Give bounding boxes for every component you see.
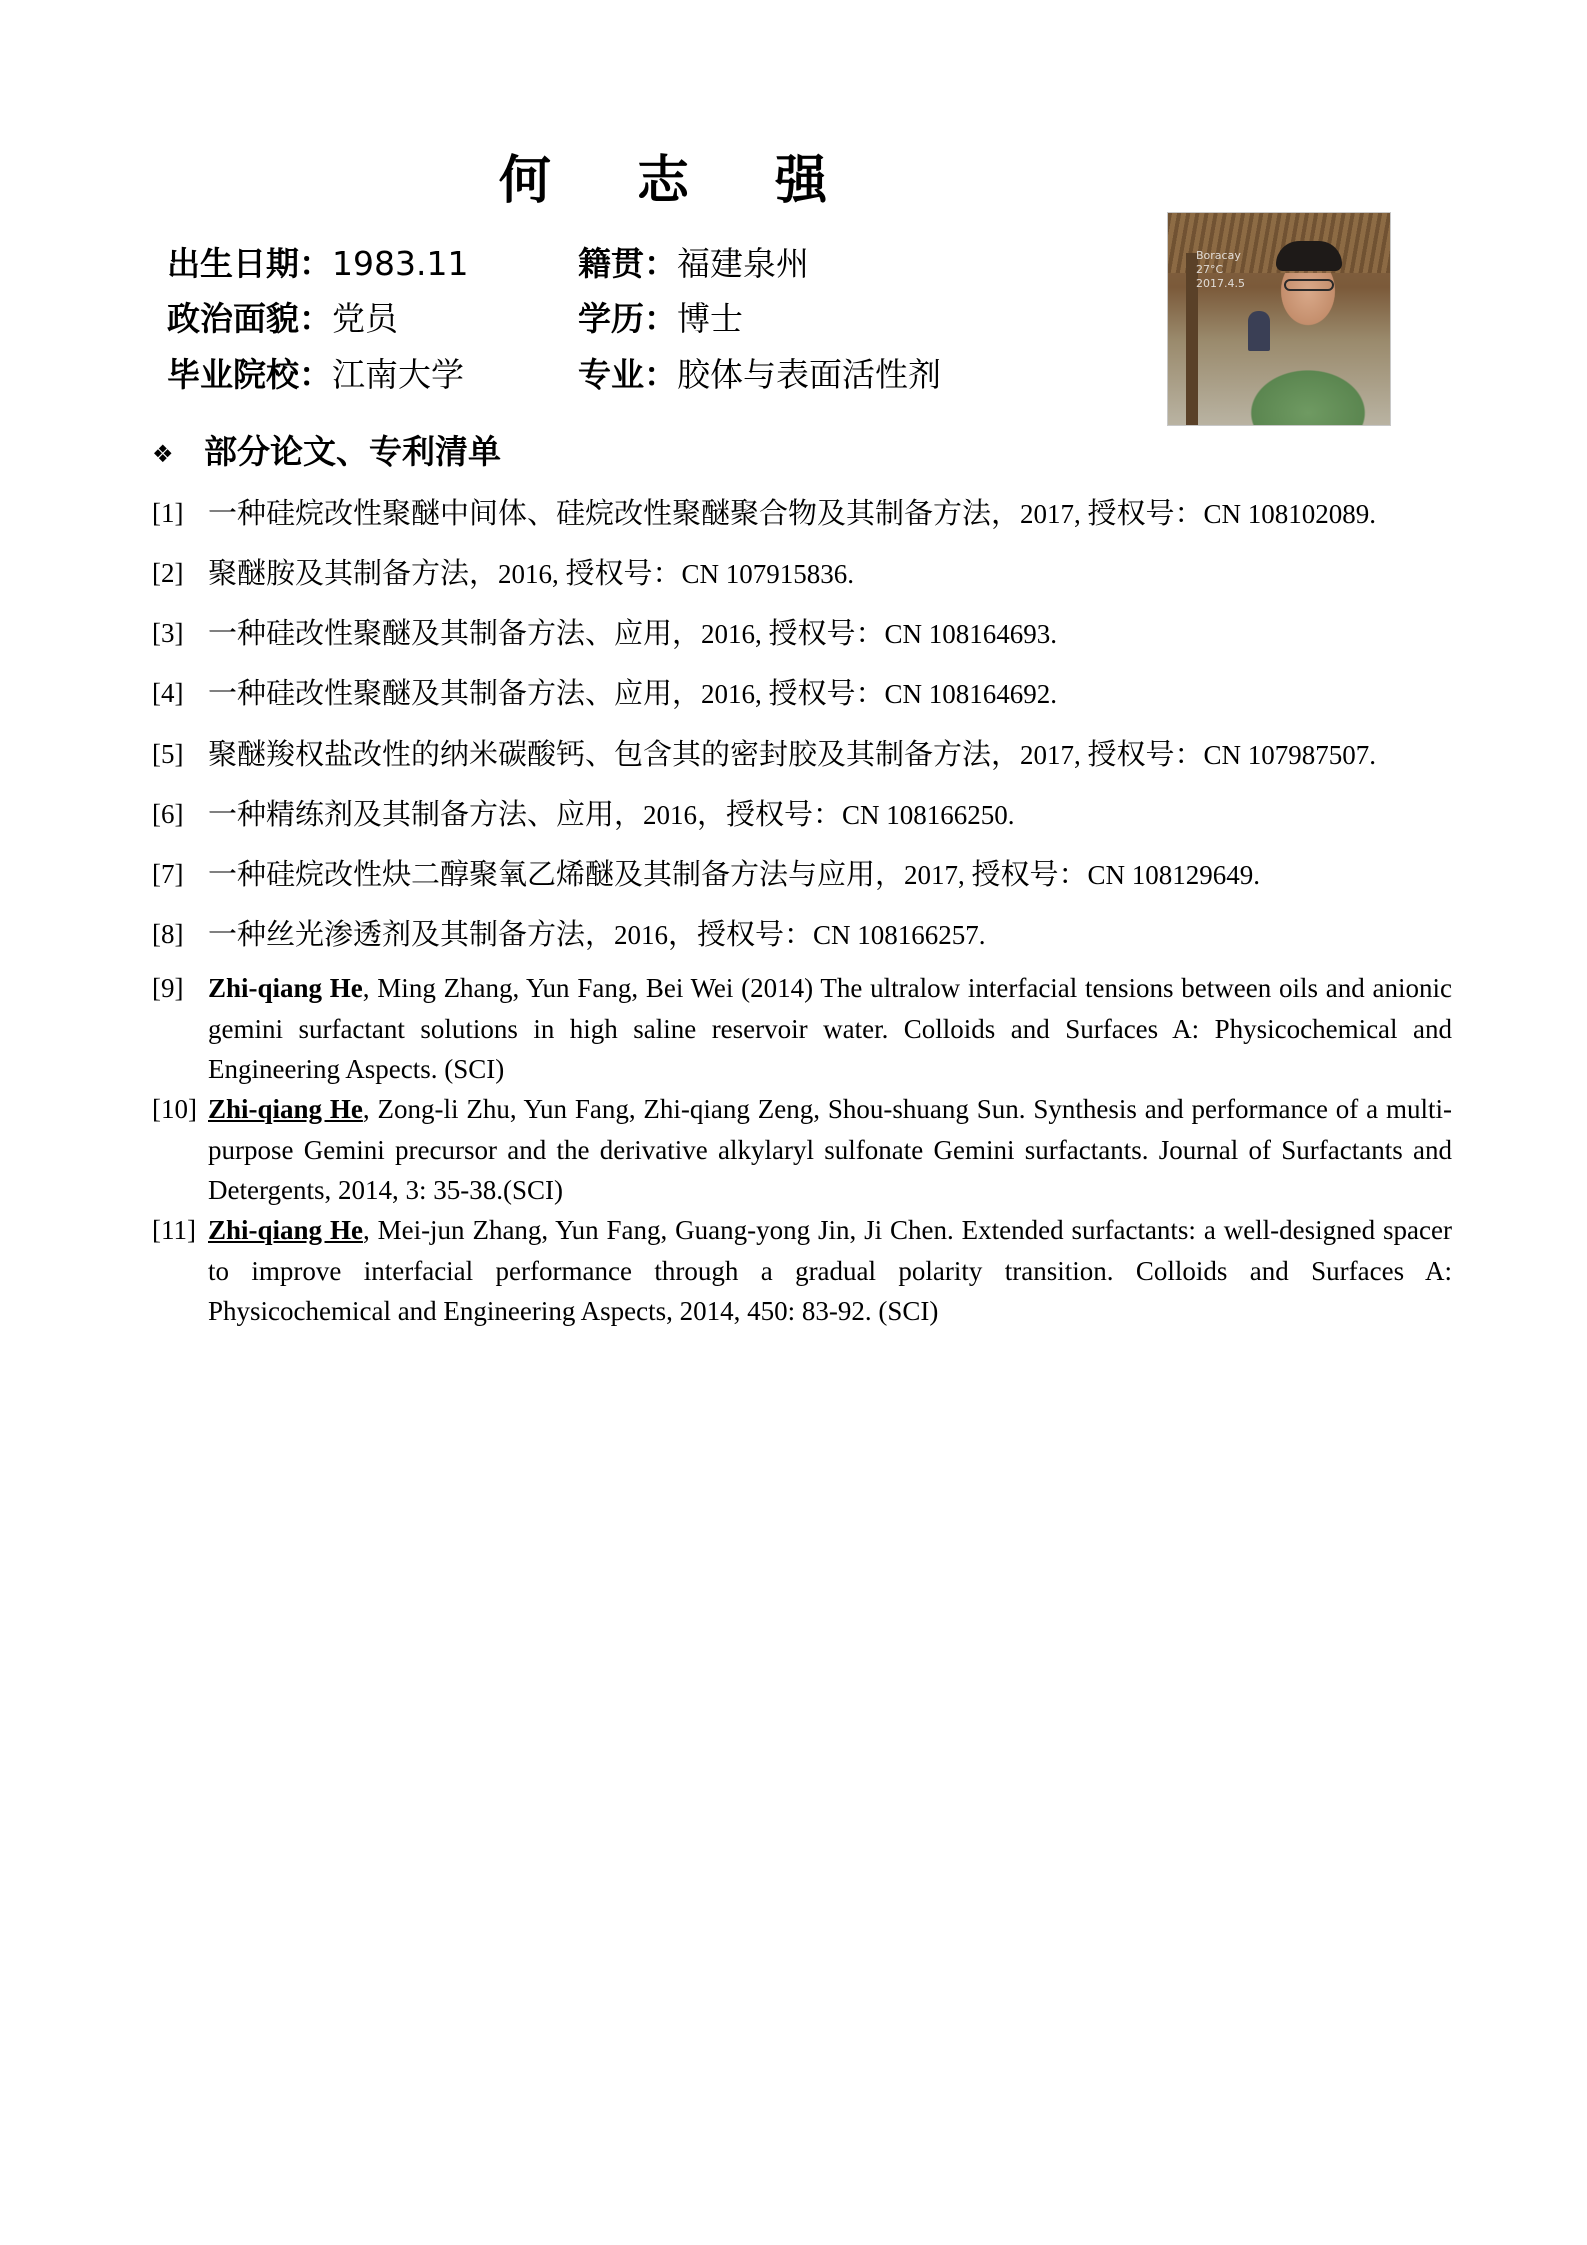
political-status-value: 党员	[332, 299, 398, 338]
photo-hair	[1276, 241, 1342, 271]
grant-label: 授权号：	[768, 616, 885, 650]
paper-item-11	[152, 1210, 1452, 1332]
photo-glasses	[1284, 279, 1334, 291]
ref-number: [9]	[152, 973, 184, 1003]
education-value: 博士	[677, 299, 743, 338]
major-row	[578, 355, 941, 395]
photo-stamp-temp: 27°C	[1196, 263, 1224, 276]
patent-item-1	[152, 493, 1452, 534]
origin-value: 福建泉州	[677, 244, 809, 283]
photo-stamp-date: 2017.4.5	[1196, 277, 1245, 290]
major-value: 胶体与表面活性剂	[677, 355, 941, 394]
birth-date-row	[167, 244, 468, 284]
paper-citation: , Mei-jun Zhang, Yun Fang, Guang-yong Jin, Ji Chen. Extended surfactants: a well-designed spacer to improve interfacial performance through a gradual polarity transition. Colloids and Surfaces A: Physicochemical and Engineering Aspects, 2014, 450: 83-92. (SCI)	[208, 1215, 1452, 1326]
grant-number: CN 108102089.	[1203, 499, 1377, 529]
political-status-row	[167, 299, 398, 339]
patent-year: 2016	[614, 920, 669, 950]
grant-label: 授权号：	[768, 676, 885, 710]
education-row	[578, 299, 743, 339]
patent-year: 2017,	[1020, 740, 1081, 770]
ref-number: [1]	[152, 498, 184, 528]
ref-number: [10]	[152, 1094, 197, 1124]
political-status-label: 政治面貌：	[167, 299, 332, 338]
person-name: 何 志 强	[498, 151, 862, 211]
patent-item-7	[152, 854, 1452, 895]
patent-title: 聚醚胺及其制备方法，	[208, 556, 499, 590]
patent-title: 一种硅改性聚醚及其制备方法、应用，	[208, 676, 702, 710]
patent-item-2	[152, 553, 1452, 594]
ref-number: [7]	[152, 859, 184, 889]
patent-separator: ，	[668, 917, 698, 951]
paper-lead-author: Zhi-qiang He	[208, 973, 363, 1003]
school-row	[167, 355, 464, 395]
grant-label: 授权号：	[1087, 737, 1204, 771]
grant-label: 授权号：	[565, 556, 682, 590]
patent-year: 2016,	[701, 619, 762, 649]
section-heading	[152, 430, 501, 476]
patent-item-4	[152, 673, 1452, 714]
major-label: 专业：	[578, 355, 677, 394]
ref-number: [3]	[152, 618, 184, 648]
patent-title: 一种硅改性聚醚及其制备方法、应用，	[208, 616, 702, 650]
school-label: 毕业院校：	[167, 355, 332, 394]
patent-title: 一种丝光渗透剂及其制备方法，	[208, 917, 615, 951]
paper-citation: , Zong-li Zhu, Yun Fang, Zhi-qiang Zeng, Shou-shuang Sun. Synthesis and performance of a multi-purpose Gemini precursor and the derivative alkylaryl sulfonate Gemini surfactants. Journal of Surfactants and Detergents, 2014, 3: 35-38.(SCI)	[208, 1094, 1452, 1205]
patent-year: 2016,	[701, 679, 762, 709]
patent-title: 聚醚羧权盐改性的纳米碳酸钙、包含其的密封胶及其制备方法，	[208, 737, 1021, 771]
section-title: 部分论文、专利清单	[204, 432, 501, 471]
patent-year: 2016,	[498, 559, 559, 589]
grant-number: CN 108164692.	[884, 679, 1058, 709]
portrait-photo	[1167, 212, 1391, 426]
paper-lead-author: Zhi-qiang He	[208, 1215, 363, 1245]
grant-number: CN 108129649.	[1087, 860, 1261, 890]
grant-number: CN 108164693.	[884, 619, 1058, 649]
patent-title: 一种硅烷改性聚醚中间体、硅烷改性聚醚聚合物及其制备方法，	[208, 496, 1021, 530]
origin-label: 籍贯：	[578, 244, 677, 283]
ref-number: [6]	[152, 799, 184, 829]
patent-separator: ，	[697, 797, 727, 831]
paper-citation: , Ming Zhang, Yun Fang, Bei Wei (2014) The ultralow interfacial tensions between oils and anionic gemini surfactant solutions in high saline reservoir water. Colloids and Surfaces A: Physicochemical and Engineering Aspects. (SCI)	[208, 973, 1452, 1084]
photo-stamp-place: Boracay	[1196, 249, 1241, 262]
grant-label: 授权号：	[726, 797, 843, 831]
education-label: 学历：	[578, 299, 677, 338]
grant-number: CN 108166257.	[813, 920, 986, 950]
diamond-bullet-icon: ❖	[152, 439, 174, 468]
birth-date-label: 出生日期：	[167, 244, 332, 283]
grant-label: 授权号：	[1087, 496, 1204, 530]
paper-lead-author: Zhi-qiang He	[208, 1094, 363, 1124]
ref-number: [5]	[152, 739, 184, 769]
ref-number: [11]	[152, 1215, 196, 1245]
patent-item-8	[152, 914, 1452, 955]
grant-number: CN 108166250.	[842, 800, 1015, 830]
birth-date-value: 1983.11	[332, 244, 469, 283]
grant-label: 授权号：	[697, 917, 814, 951]
grant-label: 授权号：	[971, 857, 1088, 891]
patent-year: 2016	[643, 800, 698, 830]
patent-item-5	[152, 734, 1452, 775]
photo-background-person	[1248, 311, 1270, 351]
patent-year: 2017,	[904, 860, 965, 890]
grant-number: CN 107987507.	[1203, 740, 1377, 770]
paper-item-10	[152, 1089, 1452, 1211]
photo-date-stamp	[1196, 249, 1245, 291]
patent-title: 一种精练剂及其制备方法、应用，	[208, 797, 644, 831]
paper-item-9	[152, 968, 1452, 1090]
school-value: 江南大学	[332, 355, 464, 394]
patent-item-3	[152, 613, 1452, 654]
origin-row	[578, 244, 809, 284]
grant-number: CN 107915836.	[681, 559, 855, 589]
ref-number: [4]	[152, 678, 184, 708]
patent-item-6	[152, 794, 1452, 835]
patent-title: 一种硅烷改性炔二醇聚氧乙烯醚及其制备方法与应用，	[208, 857, 905, 891]
patent-year: 2017,	[1020, 499, 1081, 529]
ref-number: [2]	[152, 558, 184, 588]
ref-number: [8]	[152, 919, 184, 949]
